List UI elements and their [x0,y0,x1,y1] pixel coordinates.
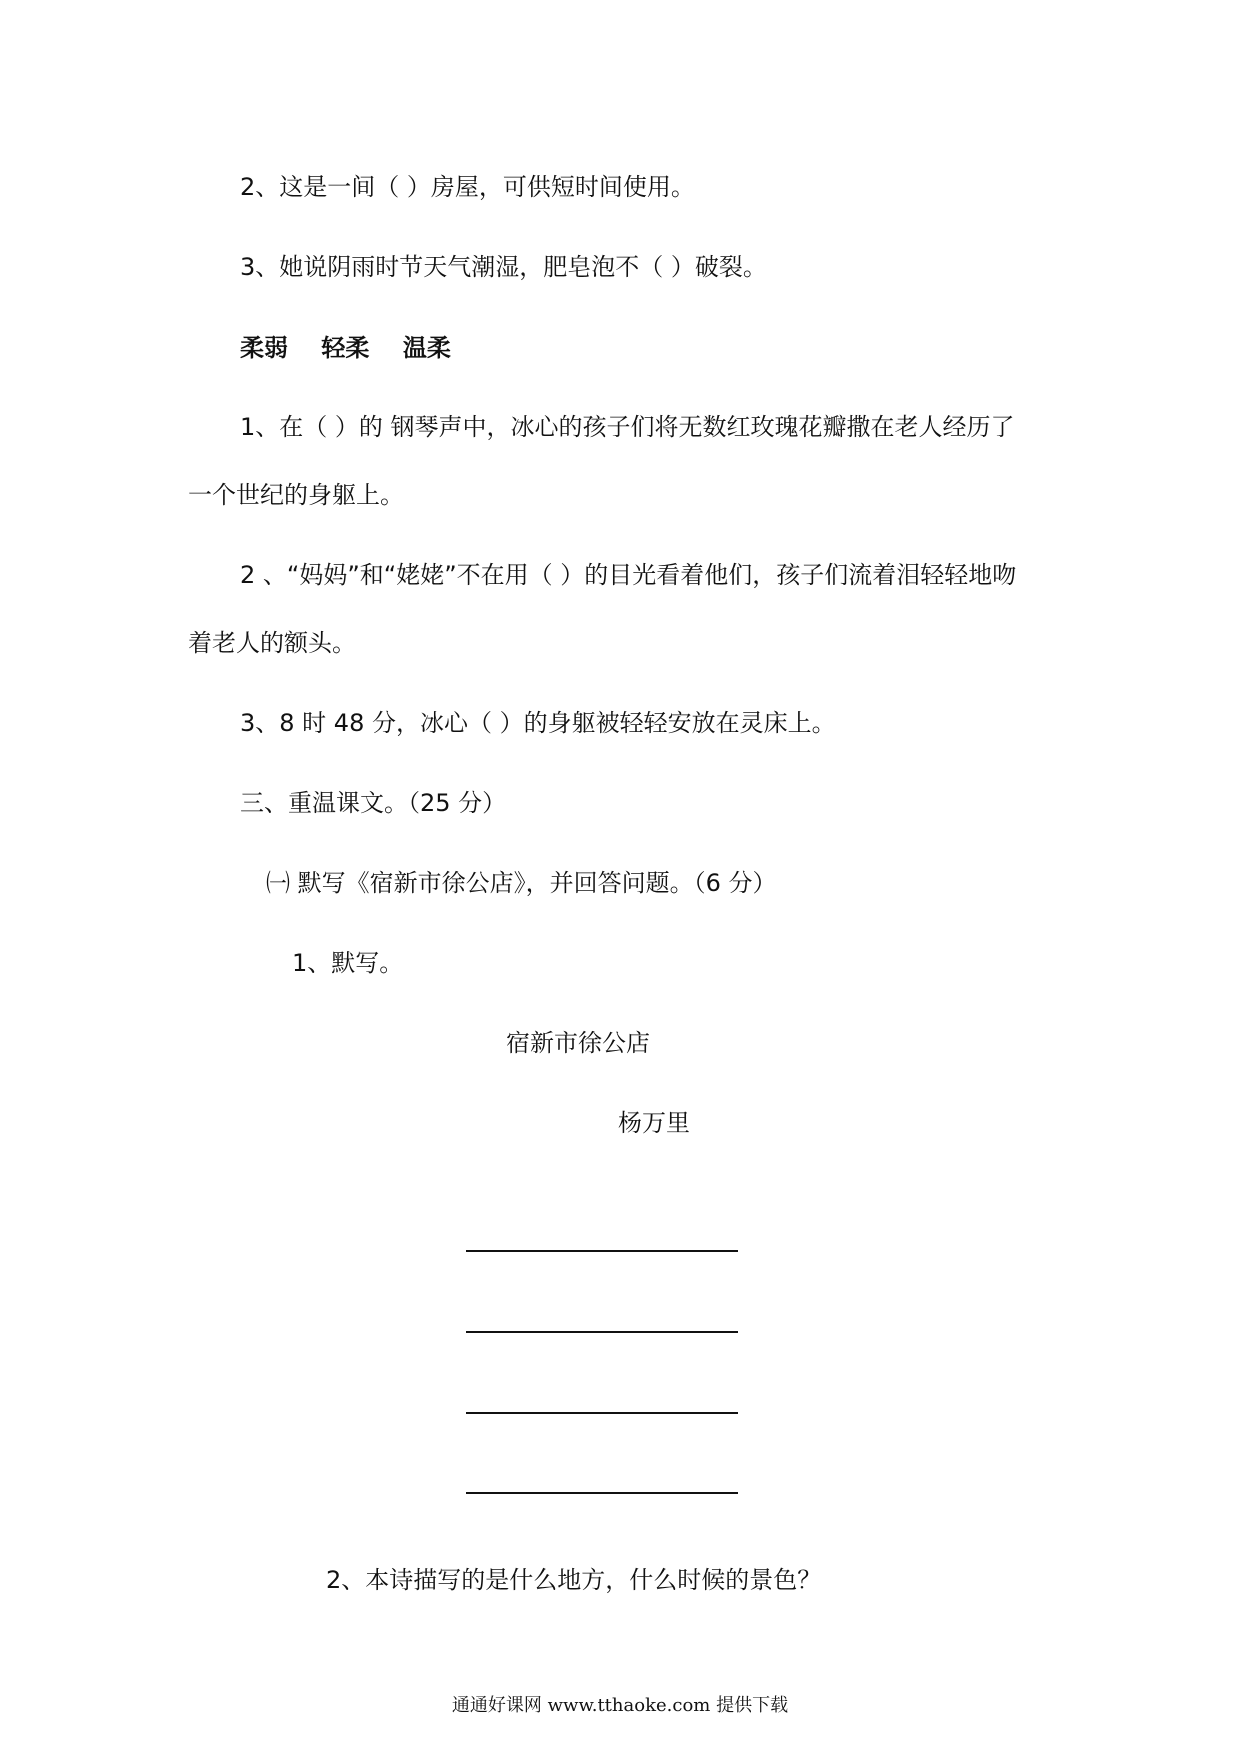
answer-line-2[interactable] [466,1331,738,1333]
fill-blank-item-3: 3、她说阴雨时节天气潮湿，肥皂泡不（ ）破裂。 [240,253,767,281]
word-item-1-line1: 1、在（ ）的 钢琴声中，冰心的孩子们将无数红玫瑰花瓣撒在老人经历了 [240,413,1015,441]
word-item-2-line1: 2 、“妈妈”和“姥姥”不在用（ ）的目光看着他们，孩子们流着泪轻轻地吻 [240,561,1017,589]
answer-line-1[interactable] [466,1250,738,1252]
poem-author: 杨万里 [618,1109,690,1137]
footer-credit: 通通好课网 www.tthaoke.com 提供下载 [451,1695,789,1716]
poem-title: 宿新市徐公店 [506,1029,650,1057]
fill-blank-item-2: 2、这是一间（ ）房屋，可供短时间使用。 [240,173,695,201]
subsection-1-title: ㈠ 默写《宿新市徐公店》，并回答问题。（6 分） [266,869,777,897]
question-2: 2、本诗描写的是什么地方，什么时候的景色？ [326,1566,822,1594]
answer-line-4[interactable] [466,1492,738,1494]
section-3-title: 三、重温课文。（25 分） [240,789,507,817]
answer-line-3[interactable] [466,1412,738,1414]
word-group-heading: 柔弱 轻柔 温柔 [240,334,451,362]
word-item-1-line2: 一个世纪的身躯上。 [188,481,404,509]
word-item-3: 3、8 时 48 分，冰心（ ）的身躯被轻轻安放在灵床上。 [240,709,836,737]
word-item-2-line2: 着老人的额头。 [188,629,356,657]
dictation-label: 1、默写。 [292,949,404,977]
